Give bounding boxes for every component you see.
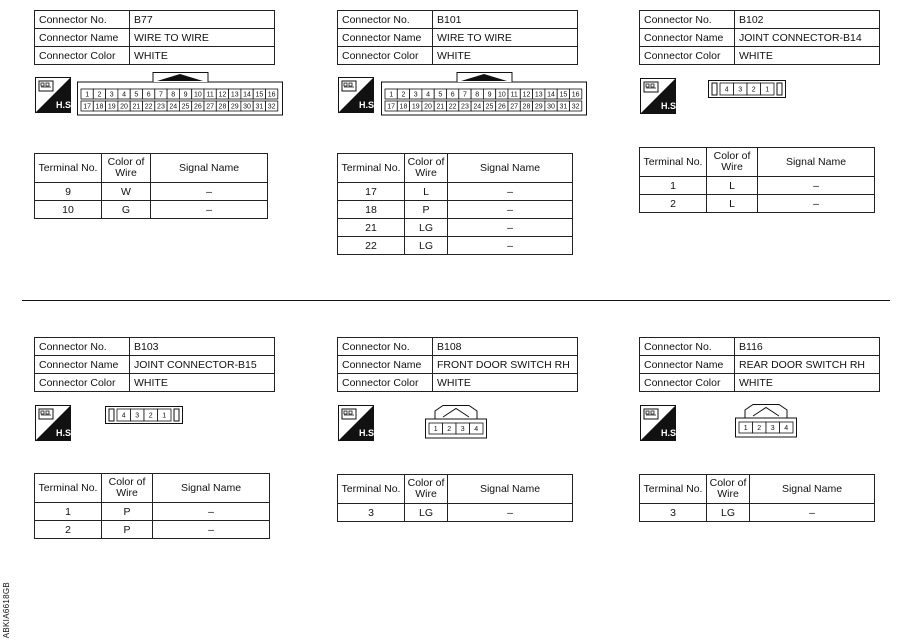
connector-color-label: Connector Color [640,47,735,65]
signal-name: – [448,237,573,255]
pin-number: 29 [534,103,543,111]
terminal-no: 21 [338,219,405,237]
pin-number: 15 [559,91,568,99]
connector-no-value: B77 [130,11,275,29]
pin-number: 2 [148,412,153,420]
connector-block-b101 [337,10,578,65]
terminal-table [337,474,573,522]
pin-number: 1 [743,425,748,432]
wire-color: LG [405,219,448,237]
connector-no-label: Connector No. [35,338,130,356]
wire-color-header: Color of Wire [405,154,448,183]
connector-no-label: Connector No. [640,338,735,356]
pin-number: 3 [738,86,743,94]
pin-number: 5 [438,91,443,99]
pin-number: 31 [559,103,568,111]
connector-face-32pin [77,72,283,117]
connector-color-label: Connector Color [35,47,130,65]
connector-name-label: Connector Name [338,29,433,47]
wire-color-header: Color of Wire [707,475,750,504]
terminal-no-header: Terminal No. [35,474,102,503]
connector-no-label: Connector No. [35,11,130,29]
pin-number: 15 [255,91,264,99]
connector-no-label: Connector No. [338,338,433,356]
terminal-table [34,153,268,219]
pin-number: 22 [448,103,457,111]
wire-color: LG [707,504,750,522]
connector-name-value: JOINT CONNECTOR-B15 [130,356,275,374]
pin-number: 1 [765,86,770,94]
connector-no-value: B102 [735,11,880,29]
pin-number: 28 [522,103,531,111]
pin-number: 18 [399,103,408,111]
connector-color-value: WHITE [130,374,275,392]
signal-name: – [153,503,270,521]
pin-number: 4 [121,412,126,420]
pin-number: 25 [181,103,190,111]
pin-number: 24 [473,103,482,111]
joint-connector-face [105,406,183,424]
signal-name-header: Signal Name [151,154,268,183]
pin-number: 21 [132,103,141,111]
pin-number: 4 [122,91,127,99]
table-row [338,201,573,219]
connector-name-value: JOINT CONNECTOR-B14 [735,29,880,47]
pin-number: 1 [162,412,167,420]
figure-code: ABKIA6618GB [2,582,11,639]
pin-number: 8 [475,91,480,99]
connector-color-label: Connector Color [338,47,433,65]
pin-number: 32 [571,103,580,111]
signal-name-header: Signal Name [448,475,573,504]
pin-number: 4 [474,426,479,433]
signal-name-header: Signal Name [153,474,270,503]
connector-no-label: Connector No. [338,11,433,29]
terminal-table [639,474,875,522]
pin-number: 3 [770,425,775,432]
connector-block-b103 [34,337,275,392]
pin-number: 9 [183,91,188,99]
connector-info-table [639,10,880,65]
wire-color-header: Color of Wire [102,474,153,503]
wire-color: P [405,201,448,219]
pin-number: 16 [571,91,580,99]
hs-text: H.S. [661,101,679,111]
signal-name-header: Signal Name [758,148,875,177]
connector-info-table [639,337,880,392]
connector-name-value: WIRE TO WIRE [130,29,275,47]
signal-name: – [758,177,875,195]
wire-color-header: Color of Wire [405,475,448,504]
pin-number: 6 [450,91,455,99]
table-row [640,177,875,195]
terminal-no-header: Terminal No. [338,475,405,504]
pin-number: 14 [243,91,251,99]
wire-color: P [102,503,153,521]
pin-number: 24 [169,103,178,111]
terminal-no: 2 [35,521,102,539]
terminal-table [34,473,270,539]
terminal-table [337,153,573,255]
signal-name: – [758,195,875,213]
pin-number: 3 [413,91,418,99]
pin-number: 26 [193,103,202,111]
signal-name: – [448,504,573,522]
pin-number: 10 [497,91,506,99]
connector-color-label: Connector Color [640,374,735,392]
pin-number: 2 [97,91,102,99]
table-row [338,237,573,255]
pin-number: 20 [120,103,128,111]
terminal-no: 3 [338,504,405,522]
hs-icon [338,405,377,441]
pin-number: 17 [387,103,396,111]
terminal-no: 2 [640,195,707,213]
connector-no-label: Connector No. [640,11,735,29]
connector-no-value: B103 [130,338,275,356]
signal-name: – [448,183,573,201]
connector-color-label: Connector Color [338,374,433,392]
pin-number: 26 [497,103,506,111]
pin-number: 19 [107,103,116,111]
table-row [338,504,573,522]
pin-number: 7 [158,91,163,99]
connector-no-value: B108 [433,338,578,356]
pin-number: 2 [447,426,452,433]
hs-icon [640,405,679,441]
connector-name-label: Connector Name [640,356,735,374]
wire-color: L [707,195,758,213]
pin-number: 10 [193,91,202,99]
signal-name-header: Signal Name [448,154,573,183]
hs-icon [338,77,377,113]
connector-name-label: Connector Name [35,356,130,374]
connector-name-value: FRONT DOOR SWITCH RH [433,356,578,374]
pin-number: 30 [243,103,251,111]
hs-text: H.S. [359,428,377,438]
wire-color-header: Color of Wire [707,148,758,177]
pin-number: 5 [134,91,139,99]
pin-number: 4 [724,86,729,94]
pin-number: 4 [784,425,789,432]
signal-name: – [151,201,268,219]
connector-color-value: WHITE [433,47,578,65]
signal-name: – [750,504,875,522]
connector-block-b102 [639,10,880,65]
pin-number: 1 [389,91,394,99]
wire-color: LG [405,504,448,522]
connector-color-value: WHITE [735,47,880,65]
pin-number: 3 [109,91,114,99]
pin-number: 9 [487,91,492,99]
wire-color-header: Color of Wire [102,154,151,183]
pin-number: 3 [460,426,465,433]
door-switch-connector-face [425,405,487,439]
pin-number: 21 [436,103,445,111]
pin-number: 27 [510,103,519,111]
pin-number: 25 [485,103,494,111]
table-row [35,201,268,219]
pin-number: 16 [267,91,276,99]
terminal-no: 22 [338,237,405,255]
terminal-table [639,147,875,213]
terminal-no-header: Terminal No. [35,154,102,183]
terminal-no-header: Terminal No. [338,154,405,183]
hs-text: H.S. [56,428,74,438]
hs-icon [35,77,74,113]
pin-number: 12 [522,91,531,99]
connector-color-value: WHITE [130,47,275,65]
pin-number: 29 [230,103,239,111]
pin-number: 19 [411,103,420,111]
connector-name-label: Connector Name [338,356,433,374]
pin-number: 30 [547,103,555,111]
terminal-no: 17 [338,183,405,201]
pin-number: 6 [146,91,151,99]
joint-connector-face [708,80,786,98]
pin-number: 17 [83,103,92,111]
terminal-no-header: Terminal No. [640,148,707,177]
section-divider [22,300,890,301]
terminal-no: 3 [640,504,707,522]
table-row [35,183,268,201]
pin-number: 2 [401,91,406,99]
connector-name-label: Connector Name [640,29,735,47]
terminal-no: 1 [35,503,102,521]
pin-number: 8 [171,91,176,99]
wire-color: W [102,183,151,201]
pin-number: 3 [135,412,140,420]
pin-number: 27 [206,103,215,111]
connector-info-table [337,337,578,392]
pin-number: 20 [424,103,432,111]
pin-number: 1 [85,91,90,99]
pin-number: 28 [218,103,227,111]
hs-text: H.S. [359,100,377,110]
connector-color-label: Connector Color [35,374,130,392]
signal-name: – [448,219,573,237]
connector-no-value: B101 [433,11,578,29]
pin-number: 18 [95,103,104,111]
hs-text: H.S. [56,100,74,110]
connector-color-value: WHITE [735,374,880,392]
table-row [640,504,875,522]
connector-info-table [34,10,275,65]
connector-info-table [34,337,275,392]
pin-number: 13 [534,91,543,99]
pin-number: 23 [461,103,469,111]
pin-number: 23 [157,103,165,111]
terminal-no: 18 [338,201,405,219]
pin-number: 2 [757,425,762,432]
pin-number: 7 [462,91,467,99]
connector-face-32pin [381,72,587,117]
connector-info-table [337,10,578,65]
pin-number: 11 [510,91,518,99]
wire-color: L [405,183,448,201]
hs-text: H.S. [661,428,679,438]
door-switch-connector-face [735,404,797,438]
pin-number: 31 [255,103,264,111]
pin-number: 14 [547,91,555,99]
pin-number: 12 [218,91,227,99]
connector-name-label: Connector Name [35,29,130,47]
table-row [35,503,270,521]
pin-number: 11 [206,91,214,99]
signal-name: – [153,521,270,539]
table-row [338,183,573,201]
wire-color: P [102,521,153,539]
connector-name-value: WIRE TO WIRE [433,29,578,47]
table-row [640,195,875,213]
connector-block-b116 [639,337,880,392]
table-row [338,219,573,237]
terminal-no-header: Terminal No. [640,475,707,504]
terminal-no: 9 [35,183,102,201]
connector-block-b77 [34,10,275,65]
signal-name-header: Signal Name [750,475,875,504]
connector-no-value: B116 [735,338,880,356]
pin-number: 22 [144,103,153,111]
terminal-no: 10 [35,201,102,219]
terminal-no: 1 [640,177,707,195]
connector-color-value: WHITE [433,374,578,392]
table-row [35,521,270,539]
signal-name: – [151,183,268,201]
pin-number: 2 [751,86,756,94]
wire-color: LG [405,237,448,255]
wire-color: L [707,177,758,195]
wire-color: G [102,201,151,219]
signal-name: – [448,201,573,219]
connector-name-value: REAR DOOR SWITCH RH [735,356,880,374]
pin-number: 32 [267,103,276,111]
pin-number: 4 [426,91,431,99]
hs-icon [35,405,74,441]
pin-number: 13 [230,91,239,99]
pin-number: 1 [433,426,438,433]
connector-block-b108 [337,337,578,392]
hs-icon [640,78,679,114]
